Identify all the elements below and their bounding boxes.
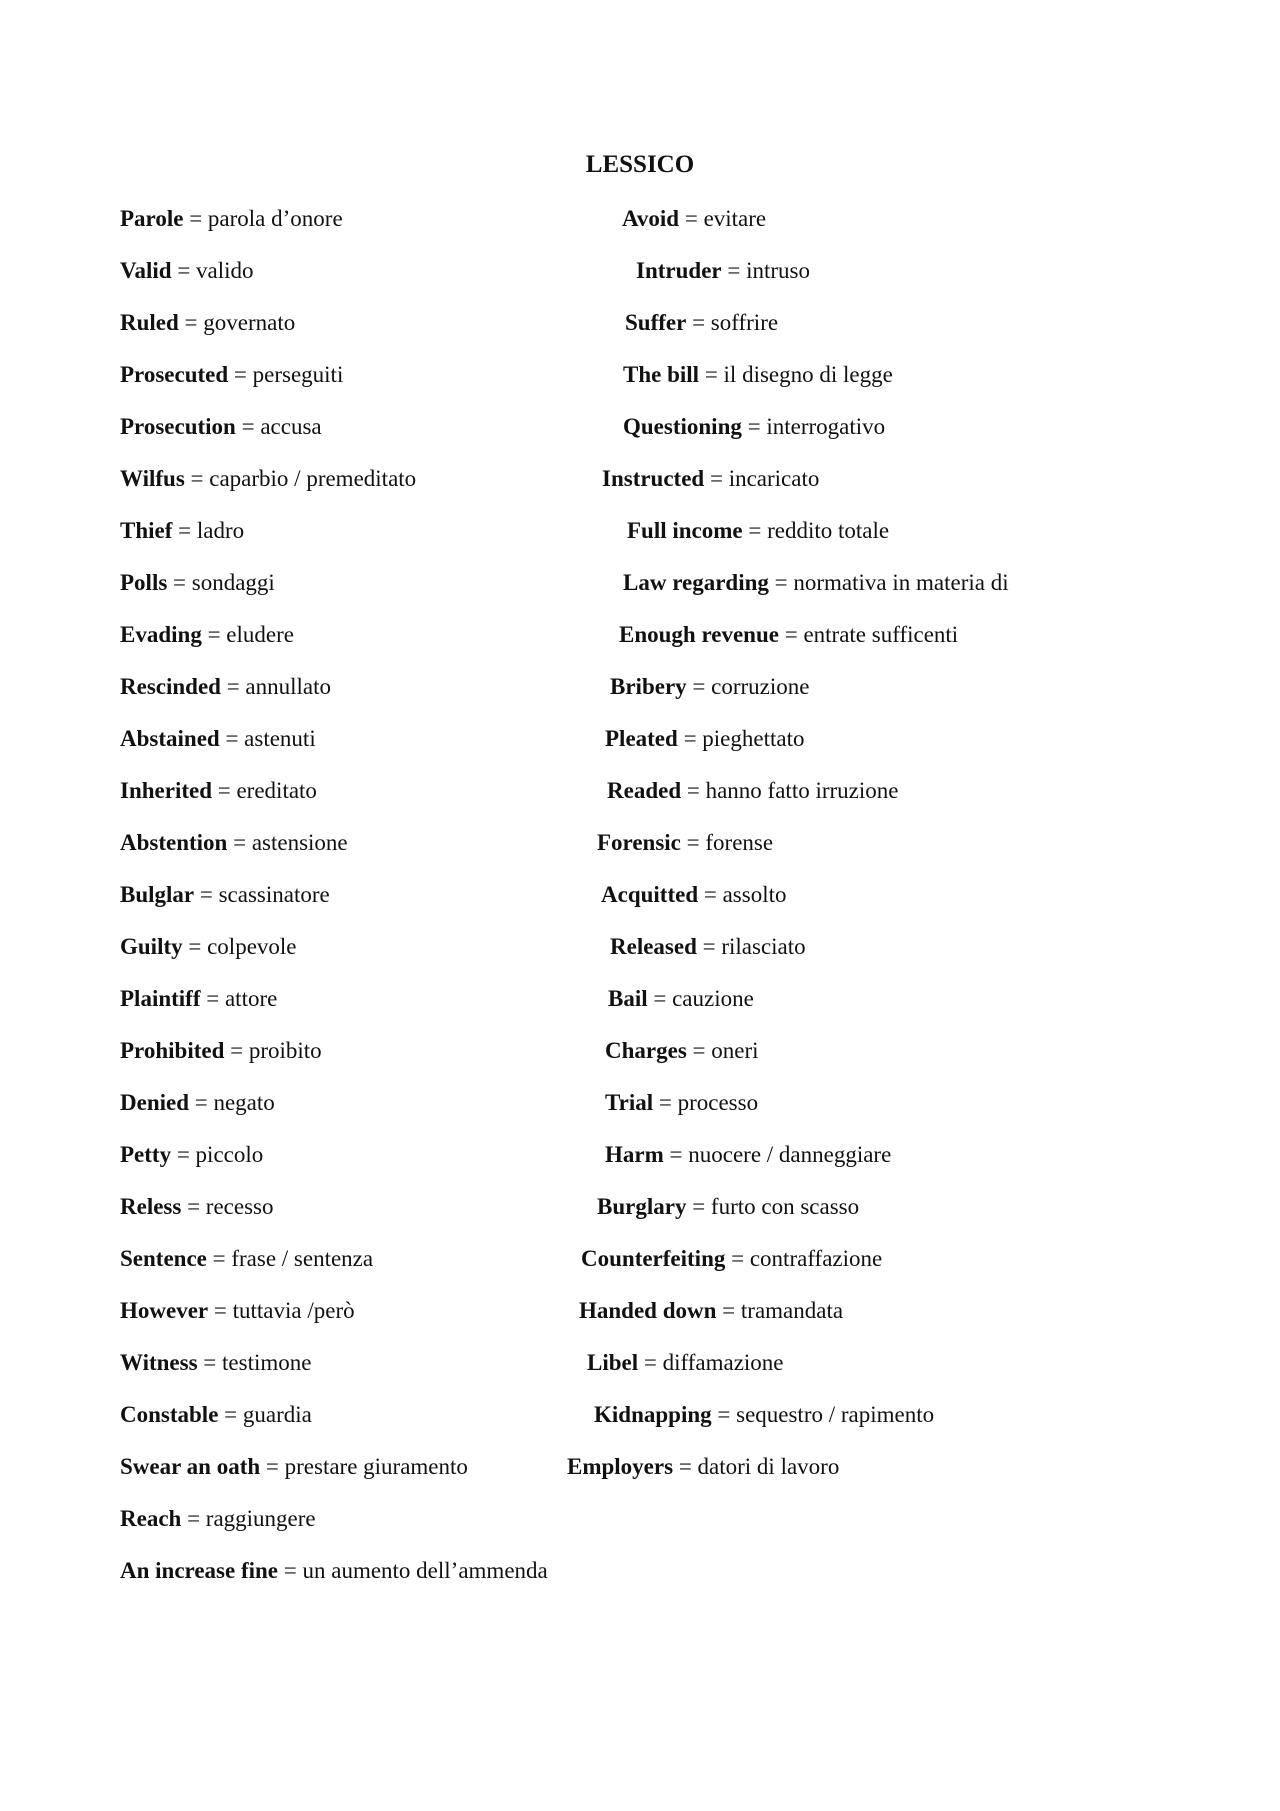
glossary-entry-left	[120, 1294, 355, 1328]
entry-definition: = ladro	[178, 518, 245, 543]
entry-definition: = hanno fatto irruzione	[686, 778, 899, 803]
entry-definition: = astensione	[233, 830, 348, 855]
glossary-row	[0, 1086, 1280, 1138]
glossary-row	[0, 1502, 1280, 1554]
entry-term: Reless	[120, 1194, 182, 1219]
glossary-entry-left	[120, 774, 317, 808]
entry-term: Kidnapping	[594, 1402, 712, 1427]
entry-term: Petty	[120, 1142, 172, 1167]
glossary-entry-left	[120, 1450, 468, 1484]
entry-definition: = accusa	[241, 414, 322, 439]
entry-definition: = forense	[686, 830, 774, 855]
entry-definition: = tramandata	[722, 1298, 844, 1323]
glossary-entry-left	[120, 1398, 312, 1432]
glossary-row	[0, 774, 1280, 826]
entry-definition: = annullato	[226, 674, 332, 699]
glossary-row	[0, 254, 1280, 306]
entry-term: Thief	[120, 518, 173, 543]
entry-term: Denied	[120, 1090, 189, 1115]
entry-definition: = normativa in materia di	[774, 570, 1009, 595]
glossary-entry-left	[120, 1346, 311, 1380]
entry-term: Employers	[567, 1454, 674, 1479]
entry-term: Counterfeiting	[581, 1246, 726, 1271]
entry-term: Ruled	[120, 310, 179, 335]
glossary-entry-left	[120, 670, 331, 704]
entry-definition: = processo	[658, 1090, 759, 1115]
glossary-entry-left	[120, 722, 316, 756]
entry-definition: = frase / sentenza	[212, 1246, 374, 1271]
glossary-row	[0, 1138, 1280, 1190]
glossary-entry-left	[120, 358, 343, 392]
glossary-entry-left	[120, 462, 416, 496]
entry-term: Readed	[607, 778, 682, 803]
glossary-entry-left	[120, 826, 348, 860]
entry-definition: = evitare	[684, 206, 767, 231]
entry-definition: = il disegno di legge	[704, 362, 893, 387]
entry-term: Prohibited	[120, 1038, 225, 1063]
glossary-entry-right	[623, 566, 1009, 600]
glossary-row	[0, 1034, 1280, 1086]
entry-definition: = assolto	[703, 882, 787, 907]
entry-definition: = raggiungere	[187, 1506, 316, 1531]
entry-definition: = proibito	[230, 1038, 322, 1063]
glossary-entry-right	[597, 826, 773, 860]
entry-term: Parole	[120, 206, 184, 231]
entry-term: Instructed	[602, 466, 705, 491]
entry-definition: = sequestro / rapimento	[717, 1402, 935, 1427]
glossary-entry-left	[120, 254, 254, 288]
glossary-row	[0, 1398, 1280, 1450]
glossary-entry-right	[623, 358, 893, 392]
entry-term: Libel	[587, 1350, 639, 1375]
glossary-row	[0, 1450, 1280, 1502]
entry-term: Bribery	[610, 674, 687, 699]
glossary-entry-right	[567, 1450, 839, 1484]
entry-definition: = intruso	[727, 258, 810, 283]
glossary-entry-left	[120, 306, 295, 340]
glossary-row	[0, 202, 1280, 254]
entry-term: Trial	[605, 1090, 654, 1115]
glossary-row	[0, 930, 1280, 982]
glossary-entry-right	[594, 1398, 934, 1432]
entry-term: Inherited	[120, 778, 212, 803]
glossary-list	[0, 202, 1280, 1606]
glossary-entry-right	[587, 1346, 784, 1380]
glossary-entry-left	[120, 1034, 322, 1068]
glossary-entry-right	[607, 774, 898, 808]
glossary-entry-left	[120, 1502, 316, 1536]
entry-definition: = furto con scasso	[692, 1194, 860, 1219]
entry-term: Wilfus	[120, 466, 185, 491]
glossary-entry-left	[120, 930, 297, 964]
glossary-entry-left	[120, 1554, 548, 1588]
glossary-entry-right	[581, 1242, 882, 1276]
entry-term: Bail	[608, 986, 648, 1011]
glossary-entry-right	[619, 618, 958, 652]
entry-term: Witness	[120, 1350, 198, 1375]
entry-term: Reach	[120, 1506, 182, 1531]
entry-term: Abstained	[120, 726, 220, 751]
glossary-entry-right	[610, 930, 806, 964]
glossary-entry-right	[623, 410, 885, 444]
glossary-row	[0, 462, 1280, 514]
glossary-entry-right	[579, 1294, 843, 1328]
glossary-row	[0, 566, 1280, 618]
entry-term: Burglary	[597, 1194, 687, 1219]
entry-term: Forensic	[597, 830, 681, 855]
entry-term: Intruder	[636, 258, 722, 283]
entry-definition: = reddito totale	[748, 518, 890, 543]
glossary-entry-right	[610, 670, 809, 704]
glossary-row	[0, 1242, 1280, 1294]
entry-term: Prosecuted	[120, 362, 229, 387]
entry-term: Avoid	[622, 206, 680, 231]
entry-term: The bill	[623, 362, 700, 387]
entry-definition: = parola d’onore	[189, 206, 343, 231]
entry-definition: = soffrire	[692, 310, 779, 335]
entry-term: Bulglar	[120, 882, 195, 907]
entry-term: Law regarding	[623, 570, 769, 595]
entry-definition: = ereditato	[217, 778, 317, 803]
entry-definition: = diffamazione	[643, 1350, 784, 1375]
entry-term: Guilty	[120, 934, 183, 959]
entry-term: Charges	[605, 1038, 687, 1063]
entry-term: Suffer	[625, 310, 687, 335]
glossary-row	[0, 1294, 1280, 1346]
glossary-row	[0, 514, 1280, 566]
entry-definition: = cauzione	[653, 986, 754, 1011]
glossary-entry-left	[120, 982, 277, 1016]
glossary-entry-right	[625, 306, 778, 340]
entry-term: Plaintiff	[120, 986, 201, 1011]
entry-term: Sentence	[120, 1246, 207, 1271]
glossary-entry-right	[636, 254, 810, 288]
page-title: LESSICO	[585, 151, 695, 178]
entry-definition: = sondaggi	[173, 570, 275, 595]
glossary-entry-right	[608, 982, 754, 1016]
entry-definition: = nuocere / danneggiare	[669, 1142, 892, 1167]
entry-definition: = interrogativo	[747, 414, 886, 439]
entry-term: Enough revenue	[619, 622, 779, 647]
glossary-entry-right	[605, 1138, 891, 1172]
entry-definition: = un aumento dell’ammenda	[283, 1558, 548, 1583]
glossary-entry-left	[120, 1138, 263, 1172]
glossary-entry-right	[605, 722, 804, 756]
glossary-entry-left	[120, 410, 322, 444]
entry-definition: = astenuti	[225, 726, 316, 751]
entry-term: Released	[610, 934, 697, 959]
entry-term: Constable	[120, 1402, 219, 1427]
entry-definition: = corruzione	[692, 674, 810, 699]
glossary-entry-left	[120, 878, 330, 912]
entry-definition: = rilasciato	[702, 934, 806, 959]
entry-definition: = governato	[184, 310, 296, 335]
glossary-row	[0, 878, 1280, 930]
entry-term: Polls	[120, 570, 168, 595]
entry-definition: = piccolo	[176, 1142, 264, 1167]
entry-definition: = testimone	[203, 1350, 312, 1375]
glossary-row	[0, 670, 1280, 722]
entry-definition: = colpevole	[188, 934, 297, 959]
entry-term: An increase fine	[120, 1558, 279, 1583]
glossary-entry-left	[120, 1086, 275, 1120]
entry-term: Swear an oath	[120, 1454, 261, 1479]
glossary-entry-right	[602, 462, 819, 496]
entry-definition: = negato	[194, 1090, 275, 1115]
entry-term: Handed down	[579, 1298, 717, 1323]
entry-term: Valid	[120, 258, 172, 283]
glossary-entry-right	[601, 878, 787, 912]
entry-definition: = eludere	[207, 622, 294, 647]
glossary-entry-left	[120, 566, 275, 600]
glossary-row	[0, 358, 1280, 410]
glossary-row	[0, 1190, 1280, 1242]
entry-definition: = prestare giuramento	[265, 1454, 468, 1479]
glossary-row	[0, 410, 1280, 462]
glossary-row	[0, 306, 1280, 358]
glossary-entry-right	[622, 202, 766, 236]
entry-definition: = contraffazione	[731, 1246, 883, 1271]
glossary-row	[0, 1554, 1280, 1606]
entry-term: Prosecution	[120, 414, 236, 439]
entry-term: However	[120, 1298, 209, 1323]
entry-term: Pleated	[605, 726, 678, 751]
glossary-entry-right	[627, 514, 889, 548]
entry-term: Full income	[627, 518, 743, 543]
glossary-row	[0, 982, 1280, 1034]
entry-definition: = entrate sufficenti	[784, 622, 959, 647]
entry-definition: = datori di lavoro	[678, 1454, 840, 1479]
glossary-entry-left	[120, 514, 244, 548]
glossary-row	[0, 618, 1280, 670]
entry-term: Evading	[120, 622, 202, 647]
entry-definition: = scassinatore	[199, 882, 330, 907]
glossary-entry-right	[605, 1086, 758, 1120]
entry-definition: = pieghettato	[683, 726, 805, 751]
glossary-row	[0, 722, 1280, 774]
entry-definition: = incaricato	[709, 466, 820, 491]
entry-definition: = tuttavia /però	[213, 1298, 355, 1323]
entry-definition: = oneri	[692, 1038, 759, 1063]
entry-definition: = attore	[206, 986, 278, 1011]
glossary-row	[0, 826, 1280, 878]
entry-term: Rescinded	[120, 674, 221, 699]
glossary-entry-right	[605, 1034, 759, 1068]
entry-definition: = recesso	[187, 1194, 274, 1219]
glossary-entry-left	[120, 1242, 373, 1276]
entry-term: Harm	[605, 1142, 664, 1167]
entry-term: Abstention	[120, 830, 228, 855]
glossary-entry-left	[120, 1190, 274, 1224]
entry-term: Acquitted	[601, 882, 699, 907]
glossary-entry-left	[120, 202, 343, 236]
entry-definition: = caparbio / premeditato	[190, 466, 417, 491]
glossary-row	[0, 1346, 1280, 1398]
glossary-entry-right	[597, 1190, 859, 1224]
entry-definition: = perseguiti	[233, 362, 344, 387]
entry-definition: = guardia	[224, 1402, 312, 1427]
entry-term: Questioning	[623, 414, 742, 439]
entry-definition: = valido	[177, 258, 254, 283]
glossary-entry-left	[120, 618, 294, 652]
